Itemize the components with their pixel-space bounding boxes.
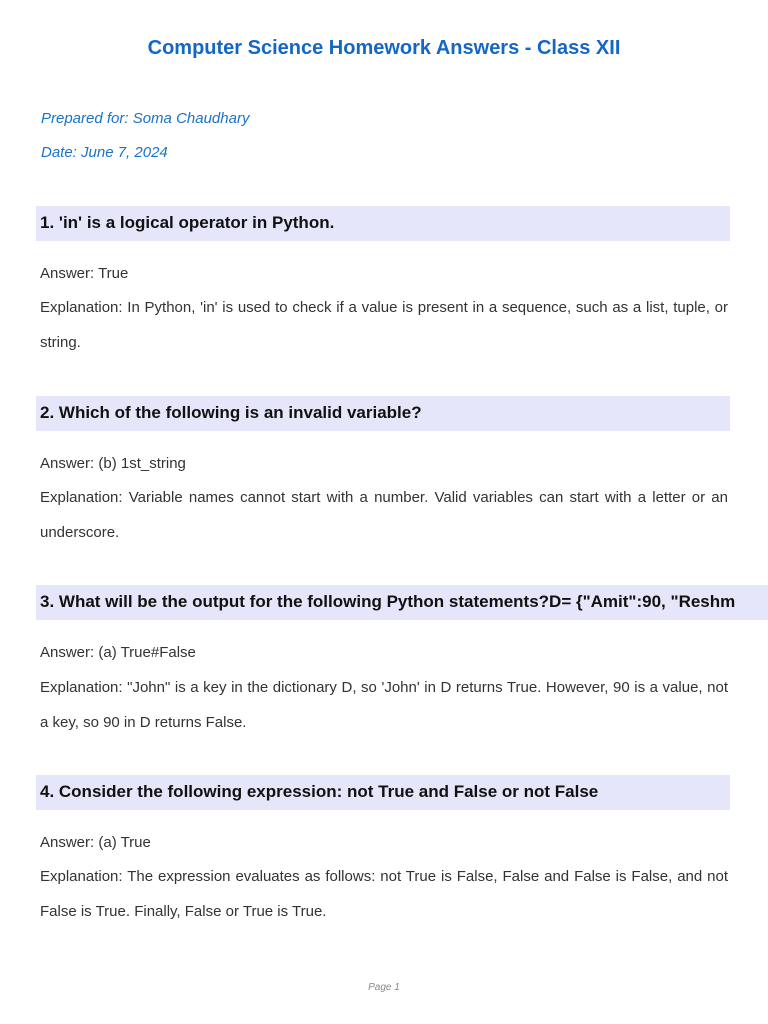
question-3-explanation: Explanation: "John" is a key in the dictionary D, so 'John' in D returns True. However, 90 is a value, not a key, so 90 in D returns False. <box>40 679 728 731</box>
page-title: Computer Science Homework Answers - Class XII <box>147 37 621 59</box>
question-1-explanation: Explanation: In Python, 'in' is used to check if a value is present in a sequence, such as a list, tuple, or string. <box>40 299 728 351</box>
question-4-text: 4. Consider the following expression: not True and False or not False <box>40 782 599 801</box>
question-1-answer: Answer: True <box>40 265 129 282</box>
question-4-answer: Answer: (a) True <box>40 834 151 851</box>
question-3-header <box>36 585 768 620</box>
question-3-answer: Answer: (a) True#False <box>40 644 196 661</box>
question-2-explanation: Explanation: Variable names cannot start with a number. Valid variables can start with a letter or an underscore. <box>40 489 728 541</box>
question-2-header <box>36 396 730 431</box>
question-1-text: 1. 'in' is a logical operator in Python. <box>40 213 335 232</box>
question-1-header <box>36 206 730 241</box>
question-2-text: 2. Which of the following is an invalid variable? <box>40 403 422 422</box>
question-4-explanation: Explanation: The expression evaluates as follows: not True is False, False and False is False, and not False is True. Finally, False or True is True. <box>40 868 728 920</box>
question-4-header <box>36 775 730 810</box>
question-2-answer: Answer: (b) 1st_string <box>40 455 186 472</box>
prepared-for: Prepared for: Soma Chaudhary <box>41 110 250 127</box>
question-3-text: 3. What will be the output for the following Python statements?D= {"Amit":90, "Reshm <box>40 592 736 611</box>
document-date: Date: June 7, 2024 <box>41 144 168 161</box>
page-number: Page 1 <box>368 982 400 993</box>
